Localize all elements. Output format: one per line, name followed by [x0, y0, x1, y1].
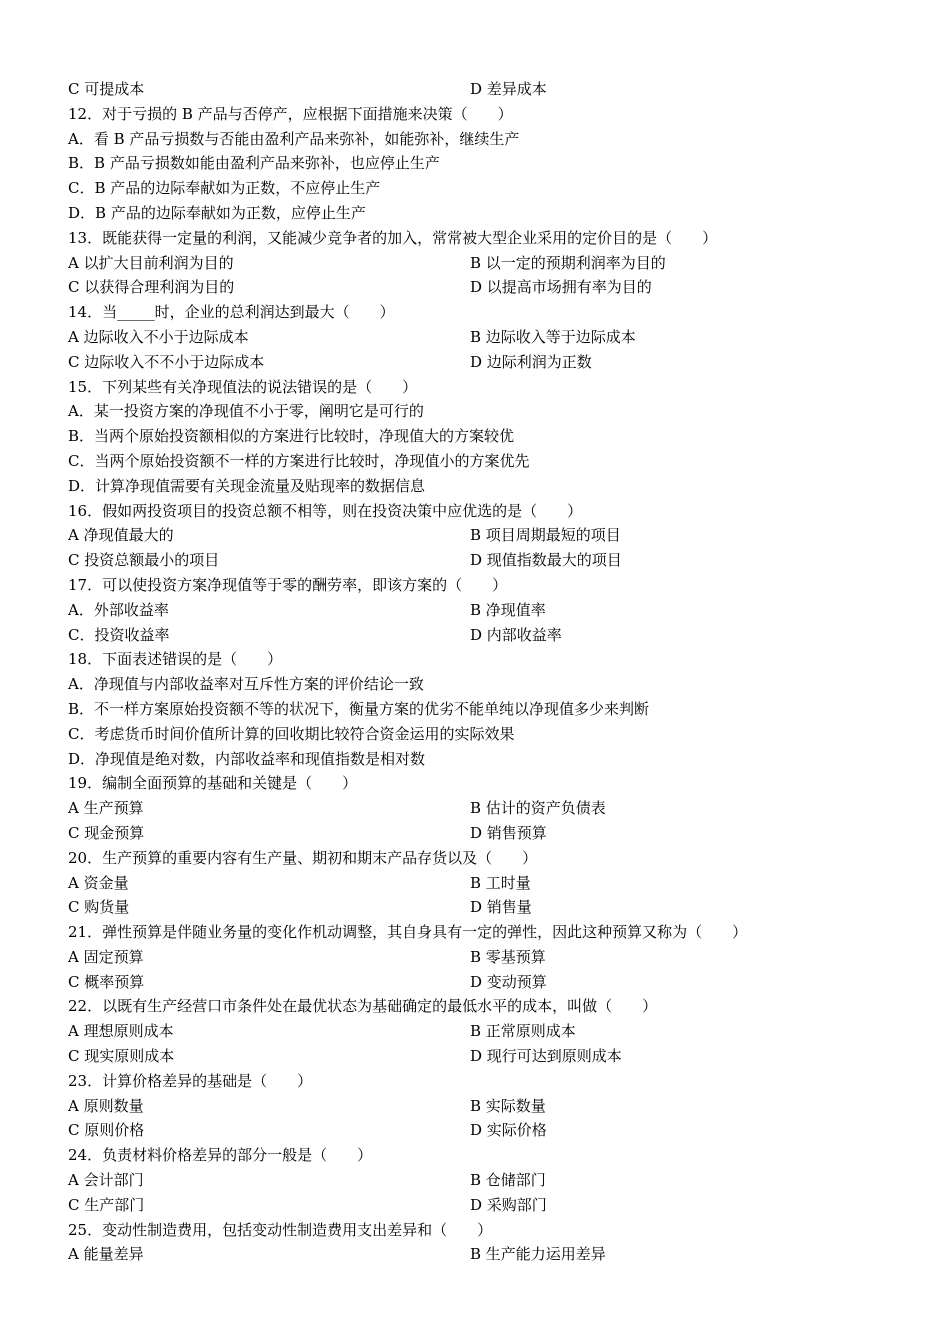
option-row — [68, 1118, 908, 1143]
option-row — [68, 251, 908, 276]
option-right: B 仓储部门 — [470, 1171, 546, 1190]
line-text: 14．当_____时，企业的总利润达到最大（ ） — [68, 303, 395, 322]
option-row — [68, 523, 908, 548]
line-text: C．B 产品的边际奉献如为正数，不应停止生产 — [68, 179, 381, 198]
option-left: C 生产部门 — [68, 1195, 145, 1214]
text-line — [68, 1218, 908, 1243]
option-row — [68, 275, 908, 300]
option-row — [68, 77, 908, 102]
line-text: 17．可以使投资方案净现值等于零的酬劳率，即该方案的（ ） — [68, 575, 508, 594]
option-left: A．外部收益率 — [68, 600, 169, 619]
text-line — [68, 300, 908, 325]
option-left: C 以获得合理利润为目的 — [68, 278, 235, 297]
text-line — [68, 647, 908, 672]
line-text: B．B 产品亏损数如能由盈利产品来弥补，也应停止生产 — [68, 154, 440, 173]
option-right: B 项目周期最短的项目 — [470, 526, 621, 545]
text-line — [68, 722, 908, 747]
option-row — [68, 1044, 908, 1069]
option-right: B 正常原则成本 — [470, 1022, 576, 1041]
text-line — [68, 1143, 908, 1168]
option-left: C 可提成本 — [68, 80, 145, 98]
option-right: B 以一定的预期利润率为目的 — [470, 253, 666, 272]
text-line — [68, 1069, 908, 1094]
option-row — [68, 325, 908, 350]
option-row — [68, 350, 908, 375]
option-left: A 资金量 — [68, 873, 129, 892]
text-line — [68, 375, 908, 400]
option-right: B 工时量 — [470, 873, 531, 892]
text-line — [68, 176, 908, 201]
line-text: 16．假如两投资项目的投资总额不相等，则在投资决策中应优选的是（ ） — [68, 501, 583, 520]
text-line — [68, 573, 908, 598]
option-right: D 实际价格 — [470, 1121, 547, 1140]
question-list — [68, 77, 908, 1267]
line-text: 15．下列某些有关净现值法的说法错误的是（ ） — [68, 377, 418, 396]
line-text: 23．计算价格差异的基础是（ ） — [68, 1071, 313, 1090]
option-right: D 内部收益率 — [470, 625, 562, 644]
option-right: D 现行可达到原则成本 — [470, 1047, 622, 1066]
text-line — [68, 424, 908, 449]
option-row — [68, 970, 908, 995]
option-right: D 现值指数最大的项目 — [470, 551, 622, 570]
option-row — [68, 1193, 908, 1218]
line-text: A．看 B 产品亏损数与否能由盈利产品来弥补，如能弥补，继续生产 — [68, 129, 520, 148]
text-line — [68, 201, 908, 226]
text-line — [68, 920, 908, 945]
option-left: C 概率预算 — [68, 972, 145, 991]
text-line — [68, 747, 908, 772]
option-right: B 估计的资产负债表 — [470, 799, 606, 818]
option-left: A 能量差异 — [68, 1245, 144, 1264]
line-text: 20．生产预算的重要内容有生产量、期初和期末产品存货以及（ ） — [68, 848, 538, 867]
line-text: 19．编制全面预算的基础和关键是（ ） — [68, 774, 358, 793]
text-line — [68, 449, 908, 474]
option-left: A 原则数量 — [68, 1096, 144, 1115]
line-text: 22．以既有生产经营口市条件处在最优状态为基础确定的最低水平的成本，叫做（ ） — [68, 997, 658, 1016]
line-text: D．B 产品的边际奉献如为正数，应停止生产 — [68, 203, 366, 222]
option-right: B 零基预算 — [470, 947, 546, 966]
option-left: C 原则价格 — [68, 1121, 145, 1140]
text-line — [68, 697, 908, 722]
line-text: D．净现值是绝对数，内部收益率和现值指数是相对数 — [68, 749, 426, 768]
line-text: C．考虑货币时间价值所计算的回收期比较符合资金运用的实际效果 — [68, 724, 515, 743]
line-text: D．计算净现值需要有关现金流量及贴现率的数据信息 — [68, 476, 426, 495]
option-row — [68, 1242, 908, 1267]
option-row — [68, 1094, 908, 1119]
option-left: A 以扩大目前利润为目的 — [68, 253, 234, 272]
option-right: B 实际数量 — [470, 1096, 546, 1115]
option-left: A 固定预算 — [68, 947, 144, 966]
option-left: A 理想原则成本 — [68, 1022, 174, 1041]
option-right: B 生产能力运用差异 — [470, 1245, 606, 1264]
option-right: D 采购部门 — [470, 1195, 547, 1214]
line-text: B．不一样方案原始投资额不等的状况下，衡量方案的优劣不能单纯以净现值多少来判断 — [68, 699, 650, 718]
text-line — [68, 846, 908, 871]
option-left: C 现实原则成本 — [68, 1047, 175, 1066]
option-left: A 会计部门 — [68, 1171, 144, 1190]
text-line — [68, 399, 908, 424]
text-line — [68, 994, 908, 1019]
option-left: C 投资总额最小的项目 — [68, 551, 220, 570]
line-text: 21．弹性预算是伴随业务量的变化作机动调整，其自身具有一定的弹性，因此这种预算又称为（ ） — [68, 923, 748, 942]
text-line — [68, 499, 908, 524]
option-left: A 净现值最大的 — [68, 526, 174, 545]
text-line — [68, 127, 908, 152]
option-left: C 现金预算 — [68, 823, 145, 842]
text-line — [68, 102, 908, 127]
option-right: B 净现值率 — [470, 600, 546, 619]
option-right: B 边际收入等于边际成本 — [470, 327, 636, 346]
option-left: C 购货量 — [68, 898, 130, 917]
option-row — [68, 623, 908, 648]
option-right: D 销售预算 — [470, 823, 547, 842]
text-line — [68, 474, 908, 499]
option-row — [68, 548, 908, 573]
option-row — [68, 895, 908, 920]
line-text: B．当两个原始投资额相似的方案进行比较时，净现值大的方案较优 — [68, 427, 515, 446]
option-row — [68, 821, 908, 846]
line-text: 18．下面表述错误的是（ ） — [68, 650, 283, 669]
option-right: D 以提高市场拥有率为目的 — [470, 278, 652, 297]
text-line — [68, 151, 908, 176]
option-right: D 差异成本 — [470, 80, 547, 98]
option-left: C．投资收益率 — [68, 625, 170, 644]
option-left: C 边际收入不不小于边际成本 — [68, 352, 265, 371]
line-text: A．净现值与内部收益率对互斥性方案的评价结论一致 — [68, 675, 424, 694]
line-text: 25．变动性制造费用，包括变动性制造费用支出差异和（ ） — [68, 1220, 493, 1239]
option-row — [68, 945, 908, 970]
text-line — [68, 771, 908, 796]
option-row — [68, 1019, 908, 1044]
option-right: D 边际利润为正数 — [470, 352, 592, 371]
option-row — [68, 1168, 908, 1193]
option-right: D 销售量 — [470, 898, 532, 917]
line-text: 13．既能获得一定量的利润，又能减少竞争者的加入，常常被大型企业采用的定价目的是（ ） — [68, 228, 718, 247]
option-left: A 生产预算 — [68, 799, 144, 818]
line-text: 12．对于亏损的 B 产品与否停产，应根据下面措施来决策（ ） — [68, 104, 513, 123]
text-line — [68, 672, 908, 697]
option-row — [68, 871, 908, 896]
option-row — [68, 598, 908, 623]
option-right: D 变动预算 — [470, 972, 547, 991]
text-line — [68, 226, 908, 251]
line-text: A．某一投资方案的净现值不小于零，阐明它是可行的 — [68, 402, 424, 421]
option-left: A 边际收入不小于边际成本 — [68, 327, 249, 346]
option-row — [68, 796, 908, 821]
line-text: 24．负责材料价格差异的部分一般是（ ） — [68, 1146, 373, 1165]
line-text: C．当两个原始投资额不一样的方案进行比较时，净现值小的方案优先 — [68, 451, 530, 470]
